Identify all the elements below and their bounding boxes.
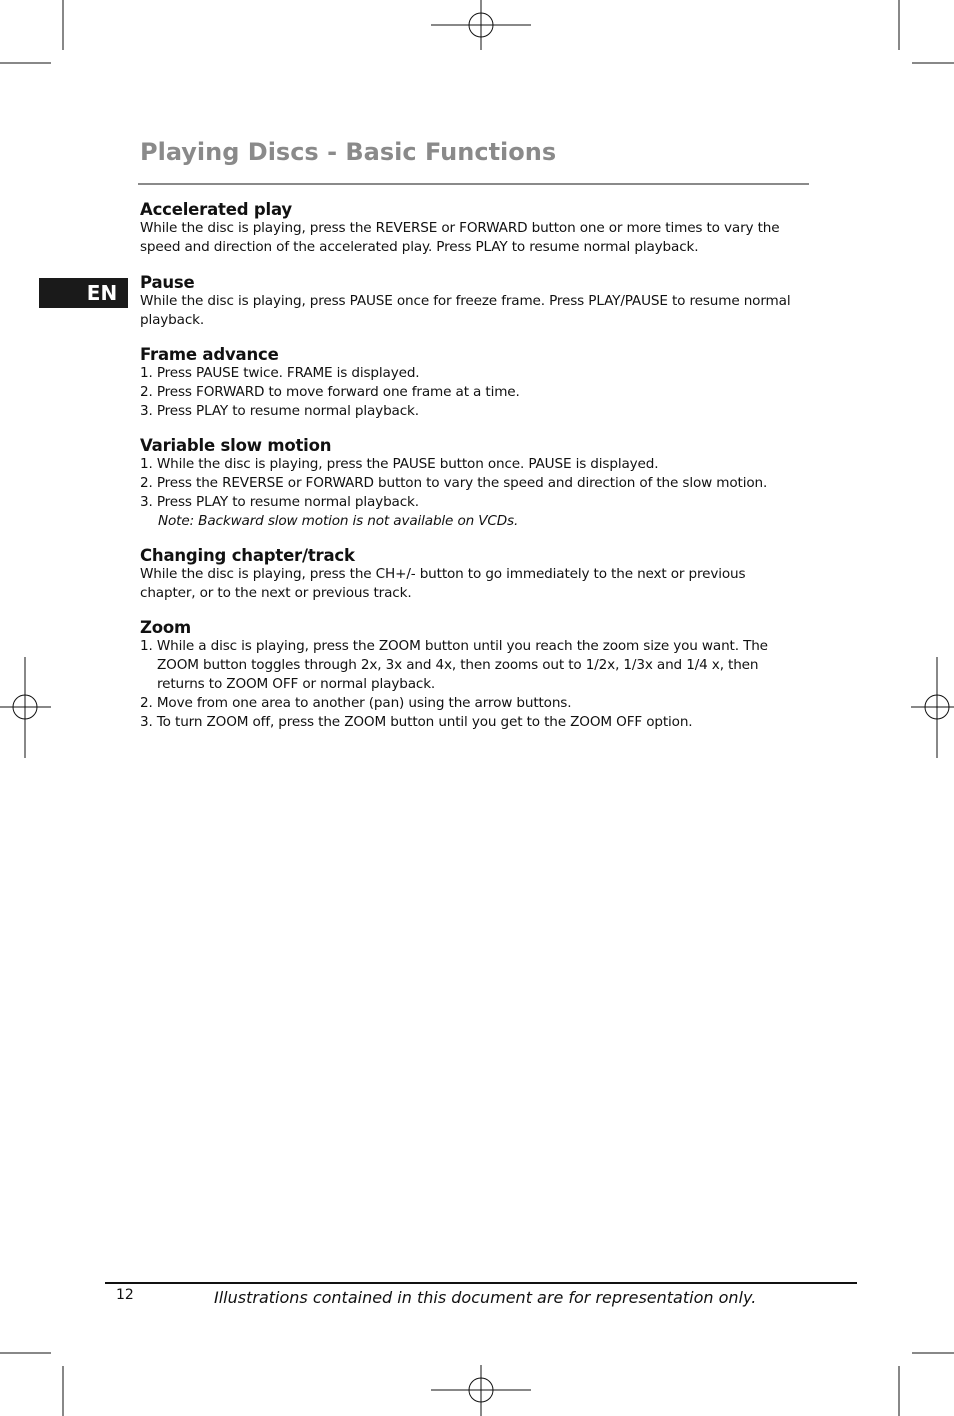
list-item: 2. Press FORWARD to move forward one frame at a time. [140, 384, 520, 400]
list-item: 2. Move from one area to another (pan) using the arrow buttons. [140, 695, 572, 711]
section-heading: Frame advance [140, 345, 279, 364]
section-changing-chapter-track [140, 546, 800, 603]
registration-mark-left [0, 657, 51, 758]
content-area [140, 200, 800, 732]
section-heading: Changing chapter/track [140, 546, 355, 565]
section-accelerated-play [140, 200, 800, 257]
section-text: While the disc is playing, press the REVERSE or FORWARD button one or more times to vary the speed and direction of the accelerated play. Press PLAY to resume normal playback. [140, 220, 780, 255]
registration-mark-top [431, 0, 531, 50]
footer-disclaimer: Illustrations contained in this document are for representation only. [214, 1288, 757, 1307]
registration-mark-right [911, 657, 954, 758]
registration-mark-bottom [431, 1365, 531, 1416]
section-variable-slow-motion [140, 436, 800, 531]
section-heading: Variable slow motion [140, 436, 332, 455]
footer-divider [105, 1282, 857, 1284]
section-frame-advance [140, 345, 800, 421]
language-tab: EN [39, 278, 128, 308]
step-list [140, 637, 800, 732]
page-title: Playing Discs - Basic Functions [140, 138, 557, 166]
section-heading: Zoom [140, 618, 192, 637]
list-item: 1. While a disc is playing, press the ZOOM button until you reach the zoom size you want. The ZOOM button toggles through 2x, 3x and 4x, then zooms out to 1/2x, 1/3x and 1/4 x, then returns to ZOOM OFF or normal playback. [140, 638, 768, 692]
list-item: 3. To turn ZOOM off, press the ZOOM button until you get to the ZOOM OFF option. [140, 714, 693, 730]
page-number: 12 [116, 1287, 134, 1303]
section-text: While the disc is playing, press PAUSE once for freeze frame. Press PLAY/PAUSE to resume normal playback. [140, 293, 791, 328]
title-divider [138, 183, 809, 185]
step-list [140, 455, 800, 512]
list-item: 3. Press PLAY to resume normal playback. [140, 494, 419, 510]
note-text: Note: Backward slow motion is not available on VCDs. [158, 513, 519, 529]
section-text: While the disc is playing, press the CH+/- button to go immediately to the next or previous chapter, or to the next or previous track. [140, 566, 746, 601]
section-zoom [140, 618, 800, 732]
list-item: 1. While the disc is playing, press the PAUSE button once. PAUSE is displayed. [140, 456, 659, 472]
section-pause [140, 273, 800, 330]
section-heading: Accelerated play [140, 200, 292, 219]
section-heading: Pause [140, 273, 195, 292]
step-list [140, 364, 800, 421]
list-item: 2. Press the REVERSE or FORWARD button to vary the speed and direction of the slow motion. [140, 475, 768, 491]
list-item: 1. Press PAUSE twice. FRAME is displayed. [140, 365, 420, 381]
list-item: 3. Press PLAY to resume normal playback. [140, 403, 419, 419]
